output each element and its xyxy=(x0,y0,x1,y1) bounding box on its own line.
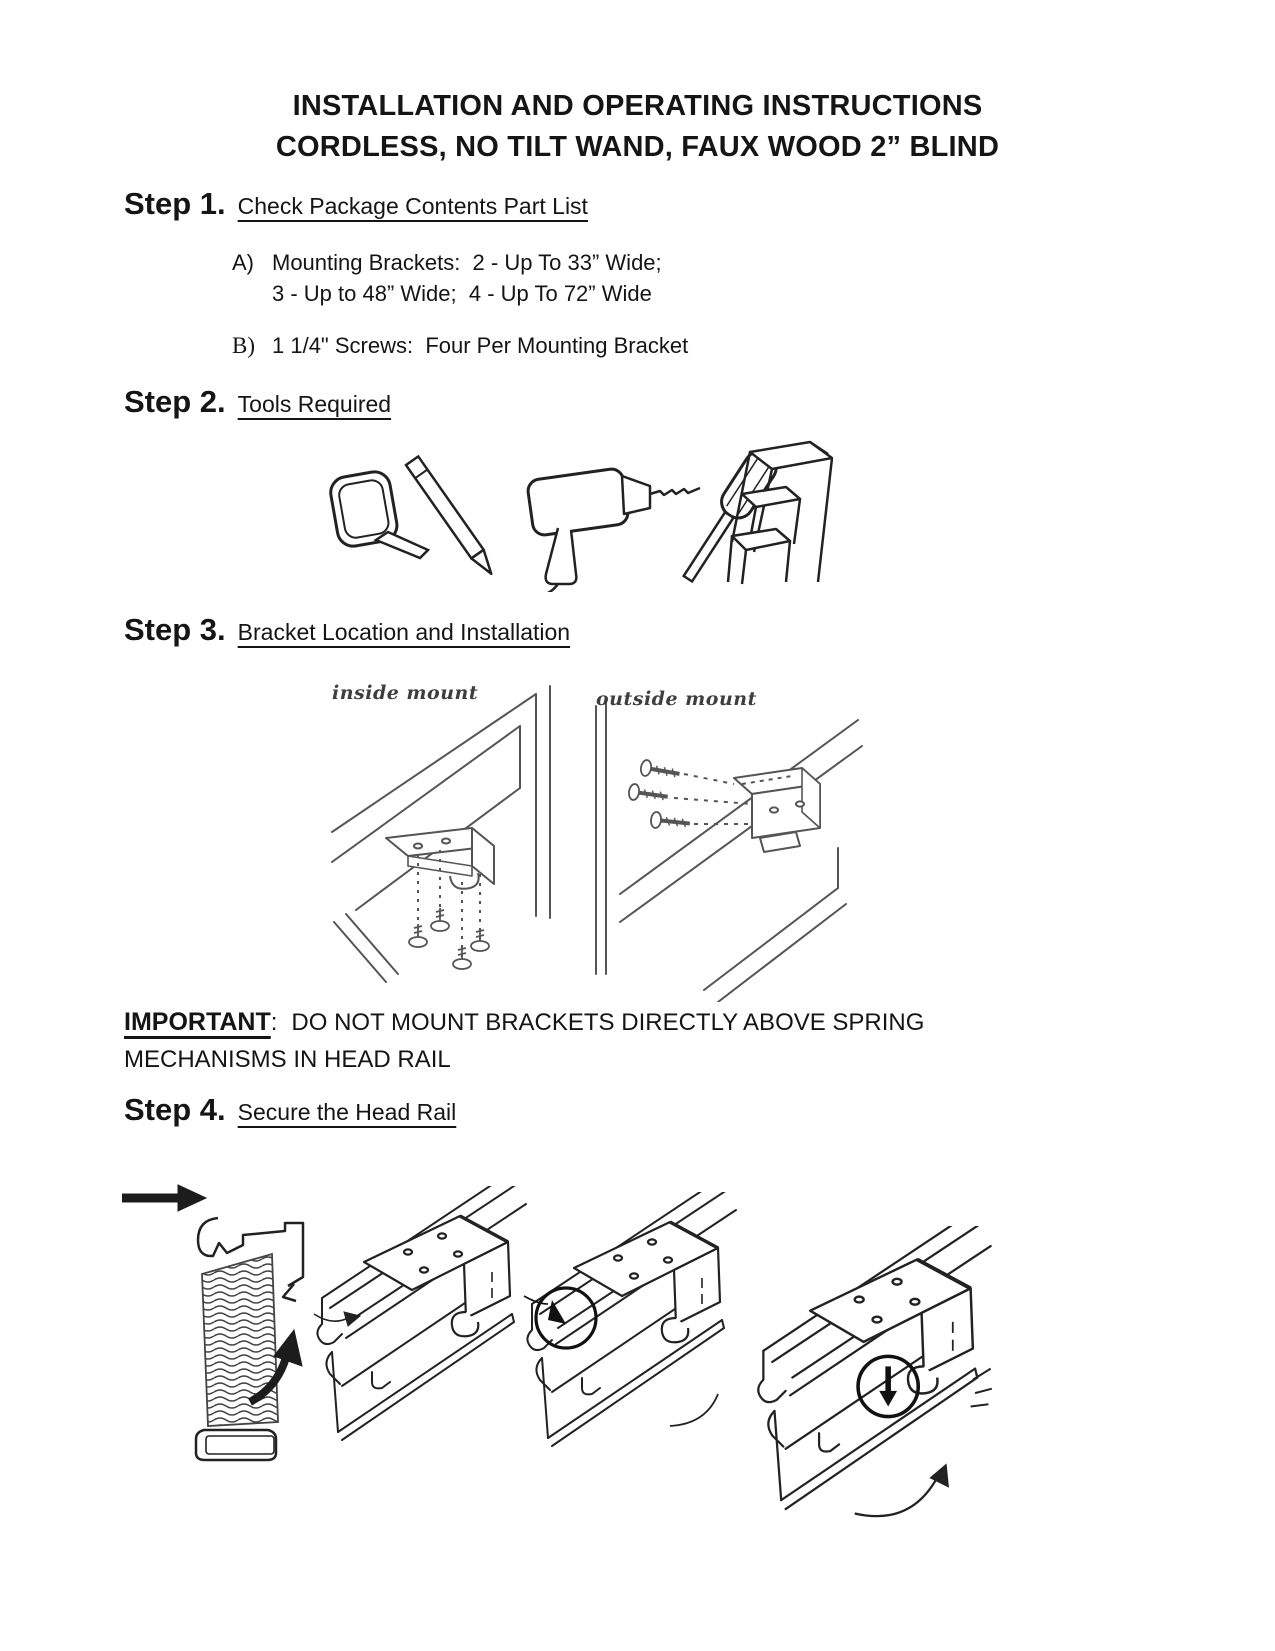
bottom-rail xyxy=(196,1430,276,1460)
back-lip-detail-circle xyxy=(524,1288,596,1348)
outside-mount-label: outside mount xyxy=(596,688,757,710)
snap-arrow-curve xyxy=(855,1464,949,1516)
step1-subheading: Check Package Contents Part List xyxy=(237,193,588,219)
step1-heading xyxy=(124,186,588,222)
outside-mount-svg xyxy=(584,672,880,1002)
step3-heading xyxy=(124,612,570,648)
headrail-bracket-step-a xyxy=(312,1186,527,1466)
tools-illustration-svg xyxy=(318,432,833,592)
item-a-line1: Mounting Brackets: 2 - Up To 33” Wide; xyxy=(272,250,662,275)
step3-subheading: Bracket Location and Installation xyxy=(237,619,571,645)
document-title xyxy=(0,86,1275,168)
headrail-bracket-b-svg xyxy=(522,1192,737,1472)
headrail-stack-illustration xyxy=(118,1150,318,1484)
mounting-bracket xyxy=(810,1259,973,1393)
item-a-text xyxy=(272,247,662,309)
package-contents-item-b xyxy=(232,330,688,361)
important-note xyxy=(124,1004,1024,1078)
headrail-bracket-c-svg xyxy=(752,1226,992,1538)
slat-stack xyxy=(202,1254,278,1426)
headrail-bracket-step-c xyxy=(752,1226,992,1538)
outside-mount-illustration xyxy=(584,672,880,1002)
mounting-bracket xyxy=(364,1216,510,1336)
inside-mount-svg xyxy=(322,670,574,996)
click-lines xyxy=(971,1369,992,1407)
title-line-2: CORDLESS, NO TILT WAND, FAUX WOOD 2” BLIND xyxy=(275,131,1000,163)
important-line1: DO NOT MOUNT BRACKETS DIRECTLY ABOVE SPRING xyxy=(291,1009,925,1036)
step1-label: Step 1. xyxy=(124,186,226,221)
inside-mount-illustration xyxy=(322,670,574,996)
step4-label: Step 4. xyxy=(124,1092,226,1127)
headrail-stack-svg xyxy=(118,1150,318,1484)
push-arrow xyxy=(122,1185,206,1211)
mounting-screws xyxy=(409,908,489,969)
package-contents-item-a xyxy=(232,247,662,309)
step4-heading xyxy=(124,1092,456,1128)
headrail-bracket-step-b xyxy=(522,1192,737,1472)
tools-illustration xyxy=(318,432,833,592)
step2-heading xyxy=(124,384,391,420)
drill-icon xyxy=(527,468,700,592)
outside-mount-bracket xyxy=(734,768,820,852)
step4-subheading: Secure the Head Rail xyxy=(237,1099,457,1125)
item-b-prefix: B) xyxy=(232,333,255,358)
title-line-1: INSTALLATION AND OPERATING INSTRUCTIONS xyxy=(292,90,983,122)
important-line2: MECHANISMS IN HEAD RAIL xyxy=(124,1046,451,1073)
tape-measure-icon xyxy=(328,469,428,558)
important-separator: : xyxy=(270,1009,278,1036)
wall-frame-lines xyxy=(596,702,862,1002)
headrail-bracket-a-svg xyxy=(312,1186,527,1466)
step3-label: Step 3. xyxy=(124,612,226,647)
important-label: IMPORTANT xyxy=(124,1008,271,1036)
step2-label: Step 2. xyxy=(124,384,226,419)
mounting-screws-horizontal xyxy=(628,759,691,831)
headrail-channel xyxy=(758,1226,990,1509)
item-a-prefix: A) xyxy=(232,250,254,275)
inside-mount-label: inside mount xyxy=(332,682,479,704)
step2-subheading: Tools Required xyxy=(237,391,392,417)
item-b-line1: 1 1/4" Screws: Four Per Mounting Bracket xyxy=(272,333,689,358)
pencil-icon xyxy=(406,456,497,578)
item-a-line2: 3 - Up to 48” Wide; 4 - Up To 72” Wide xyxy=(272,281,652,306)
swing-guide-curve xyxy=(670,1394,718,1426)
